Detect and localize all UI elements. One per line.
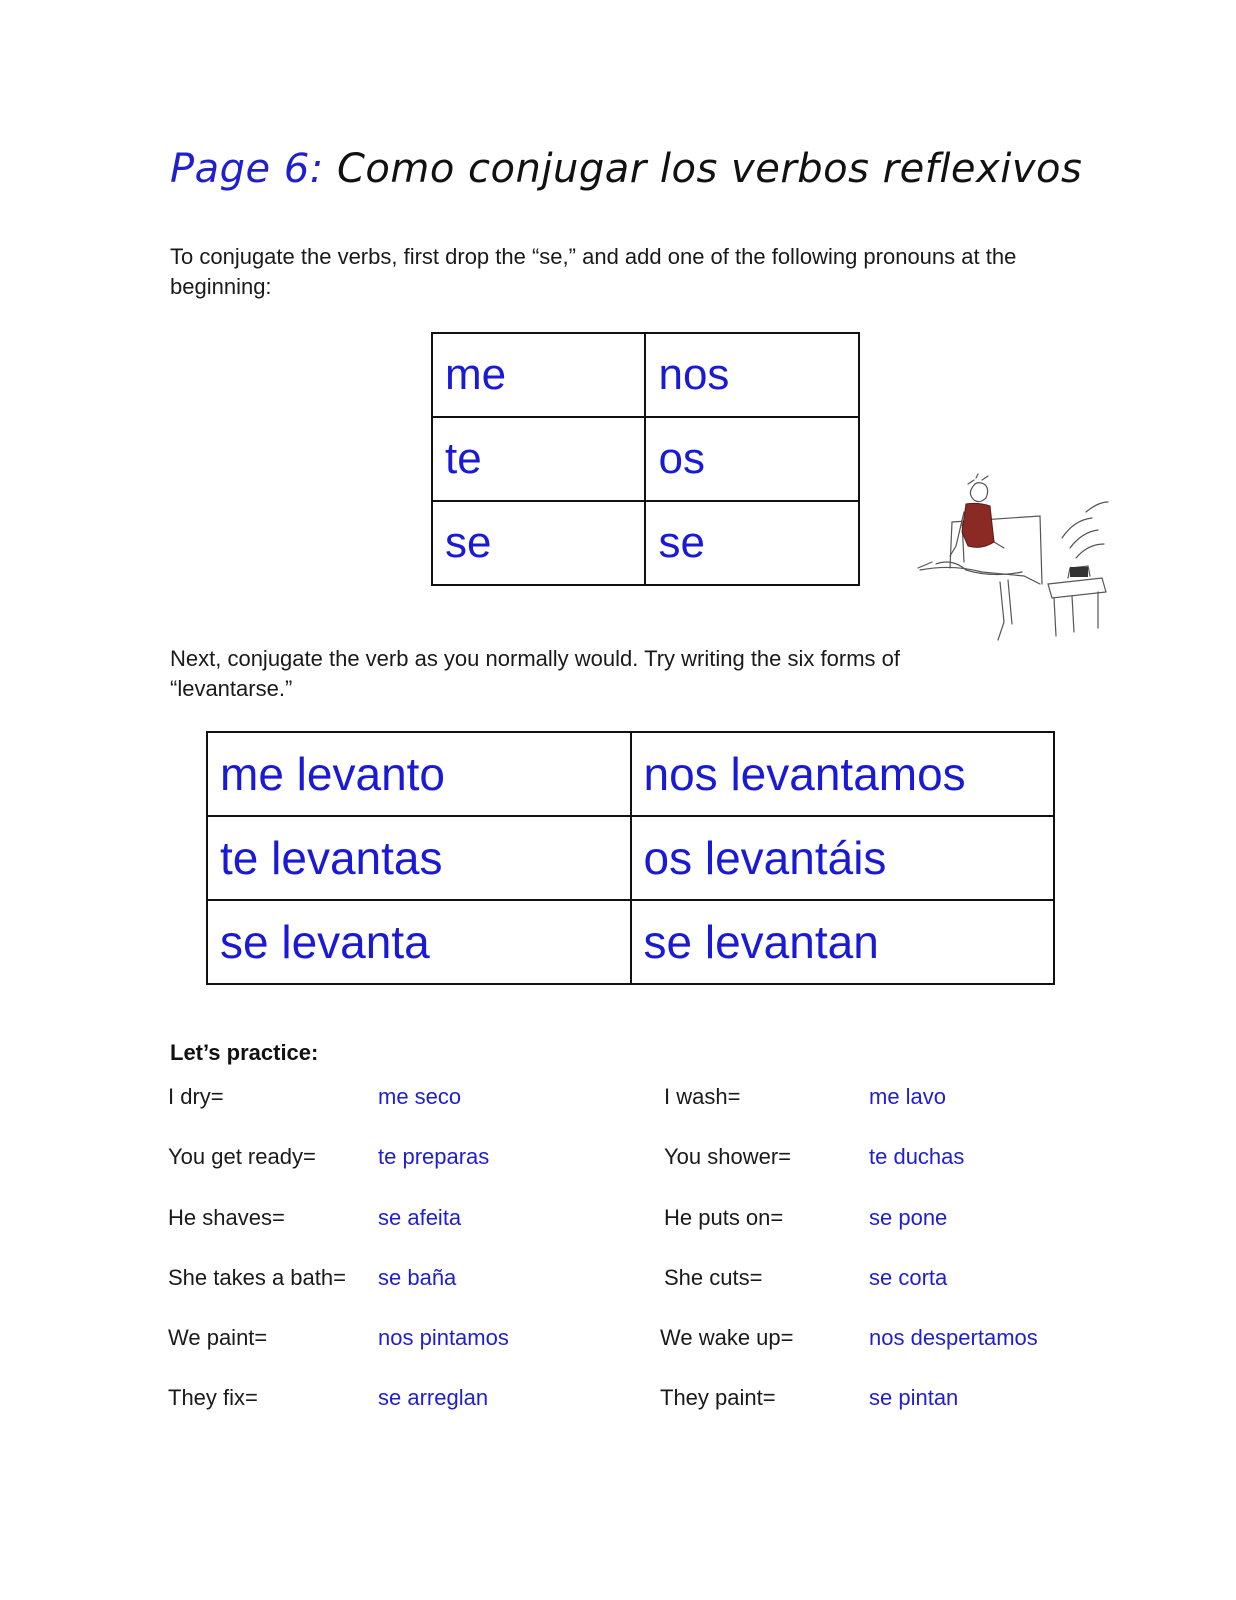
pronoun-cell: se — [432, 501, 645, 585]
pronoun-cell: me — [432, 333, 645, 417]
practice-prompt: She cuts= — [664, 1265, 763, 1290]
practice-prompt: He shaves= — [168, 1205, 285, 1230]
practice-prompt: You get ready= — [168, 1144, 316, 1169]
practice-answer: se afeita — [378, 1205, 462, 1230]
practice-prompt: I dry= — [168, 1084, 224, 1109]
conjugation-cell: te levantas — [207, 816, 631, 900]
page-title — [170, 146, 1082, 192]
table-row — [432, 333, 859, 417]
practice-prompt: They fix= — [168, 1385, 258, 1410]
conjugation-cell: se levantan — [631, 900, 1055, 984]
practice-answer: nos despertamos — [869, 1325, 1038, 1350]
practice-answer: se arreglan — [378, 1385, 489, 1410]
practice-prompt: We wake up= — [660, 1325, 794, 1350]
intro-paragraph: To conjugate the verbs, first drop the “se,” and add one of the following pronouns at the beginning: — [170, 244, 1017, 299]
practice-answer: se corta — [869, 1265, 948, 1290]
practice-answer: se pone — [869, 1205, 948, 1230]
conjugation-cell: os levantáis — [631, 816, 1055, 900]
table-row — [207, 900, 1054, 984]
practice-heading: Let’s practice: — [170, 1040, 319, 1065]
levantarse-table — [206, 731, 1055, 985]
page-number-label: Page 6: — [170, 146, 324, 192]
practice-prompt: You shower= — [664, 1144, 792, 1169]
practice-answer: se pintan — [869, 1385, 959, 1410]
conjugation-cell: me levanto — [207, 732, 631, 816]
page-title-text: Como conjugar los verbos reflexivos — [337, 146, 1083, 192]
practice-answer: me seco — [378, 1084, 462, 1109]
conjugation-cell: nos levantamos — [631, 732, 1055, 816]
pronoun-cell: te — [432, 417, 645, 501]
pronoun-cell: os — [645, 417, 859, 501]
practice-prompt: I wash= — [664, 1084, 741, 1109]
table-row — [207, 816, 1054, 900]
practice-answer: nos pintamos — [378, 1325, 509, 1350]
practice-prompt: We paint= — [168, 1325, 268, 1350]
practice-prompt: He puts on= — [664, 1205, 784, 1230]
practice-answer: se baña — [378, 1265, 457, 1290]
pronoun-cell: se — [645, 501, 859, 585]
table-row — [432, 417, 859, 501]
pronoun-table — [431, 332, 860, 586]
practice-prompt: She takes a bath= — [168, 1265, 346, 1290]
pronoun-cell: nos — [645, 333, 859, 417]
next-paragraph: Next, conjugate the verb as you normally would. Try writing the six forms of “levantarse.” — [170, 646, 900, 701]
conjugation-cell: se levanta — [207, 900, 631, 984]
practice-prompt: They paint= — [660, 1385, 776, 1410]
person-waking-up-alarm-clock-drawing — [912, 472, 1122, 648]
table-row — [432, 501, 859, 585]
practice-answer: te duchas — [869, 1144, 965, 1169]
practice-answer: me lavo — [869, 1084, 947, 1109]
table-row — [207, 732, 1054, 816]
practice-answer: te preparas — [378, 1144, 490, 1169]
